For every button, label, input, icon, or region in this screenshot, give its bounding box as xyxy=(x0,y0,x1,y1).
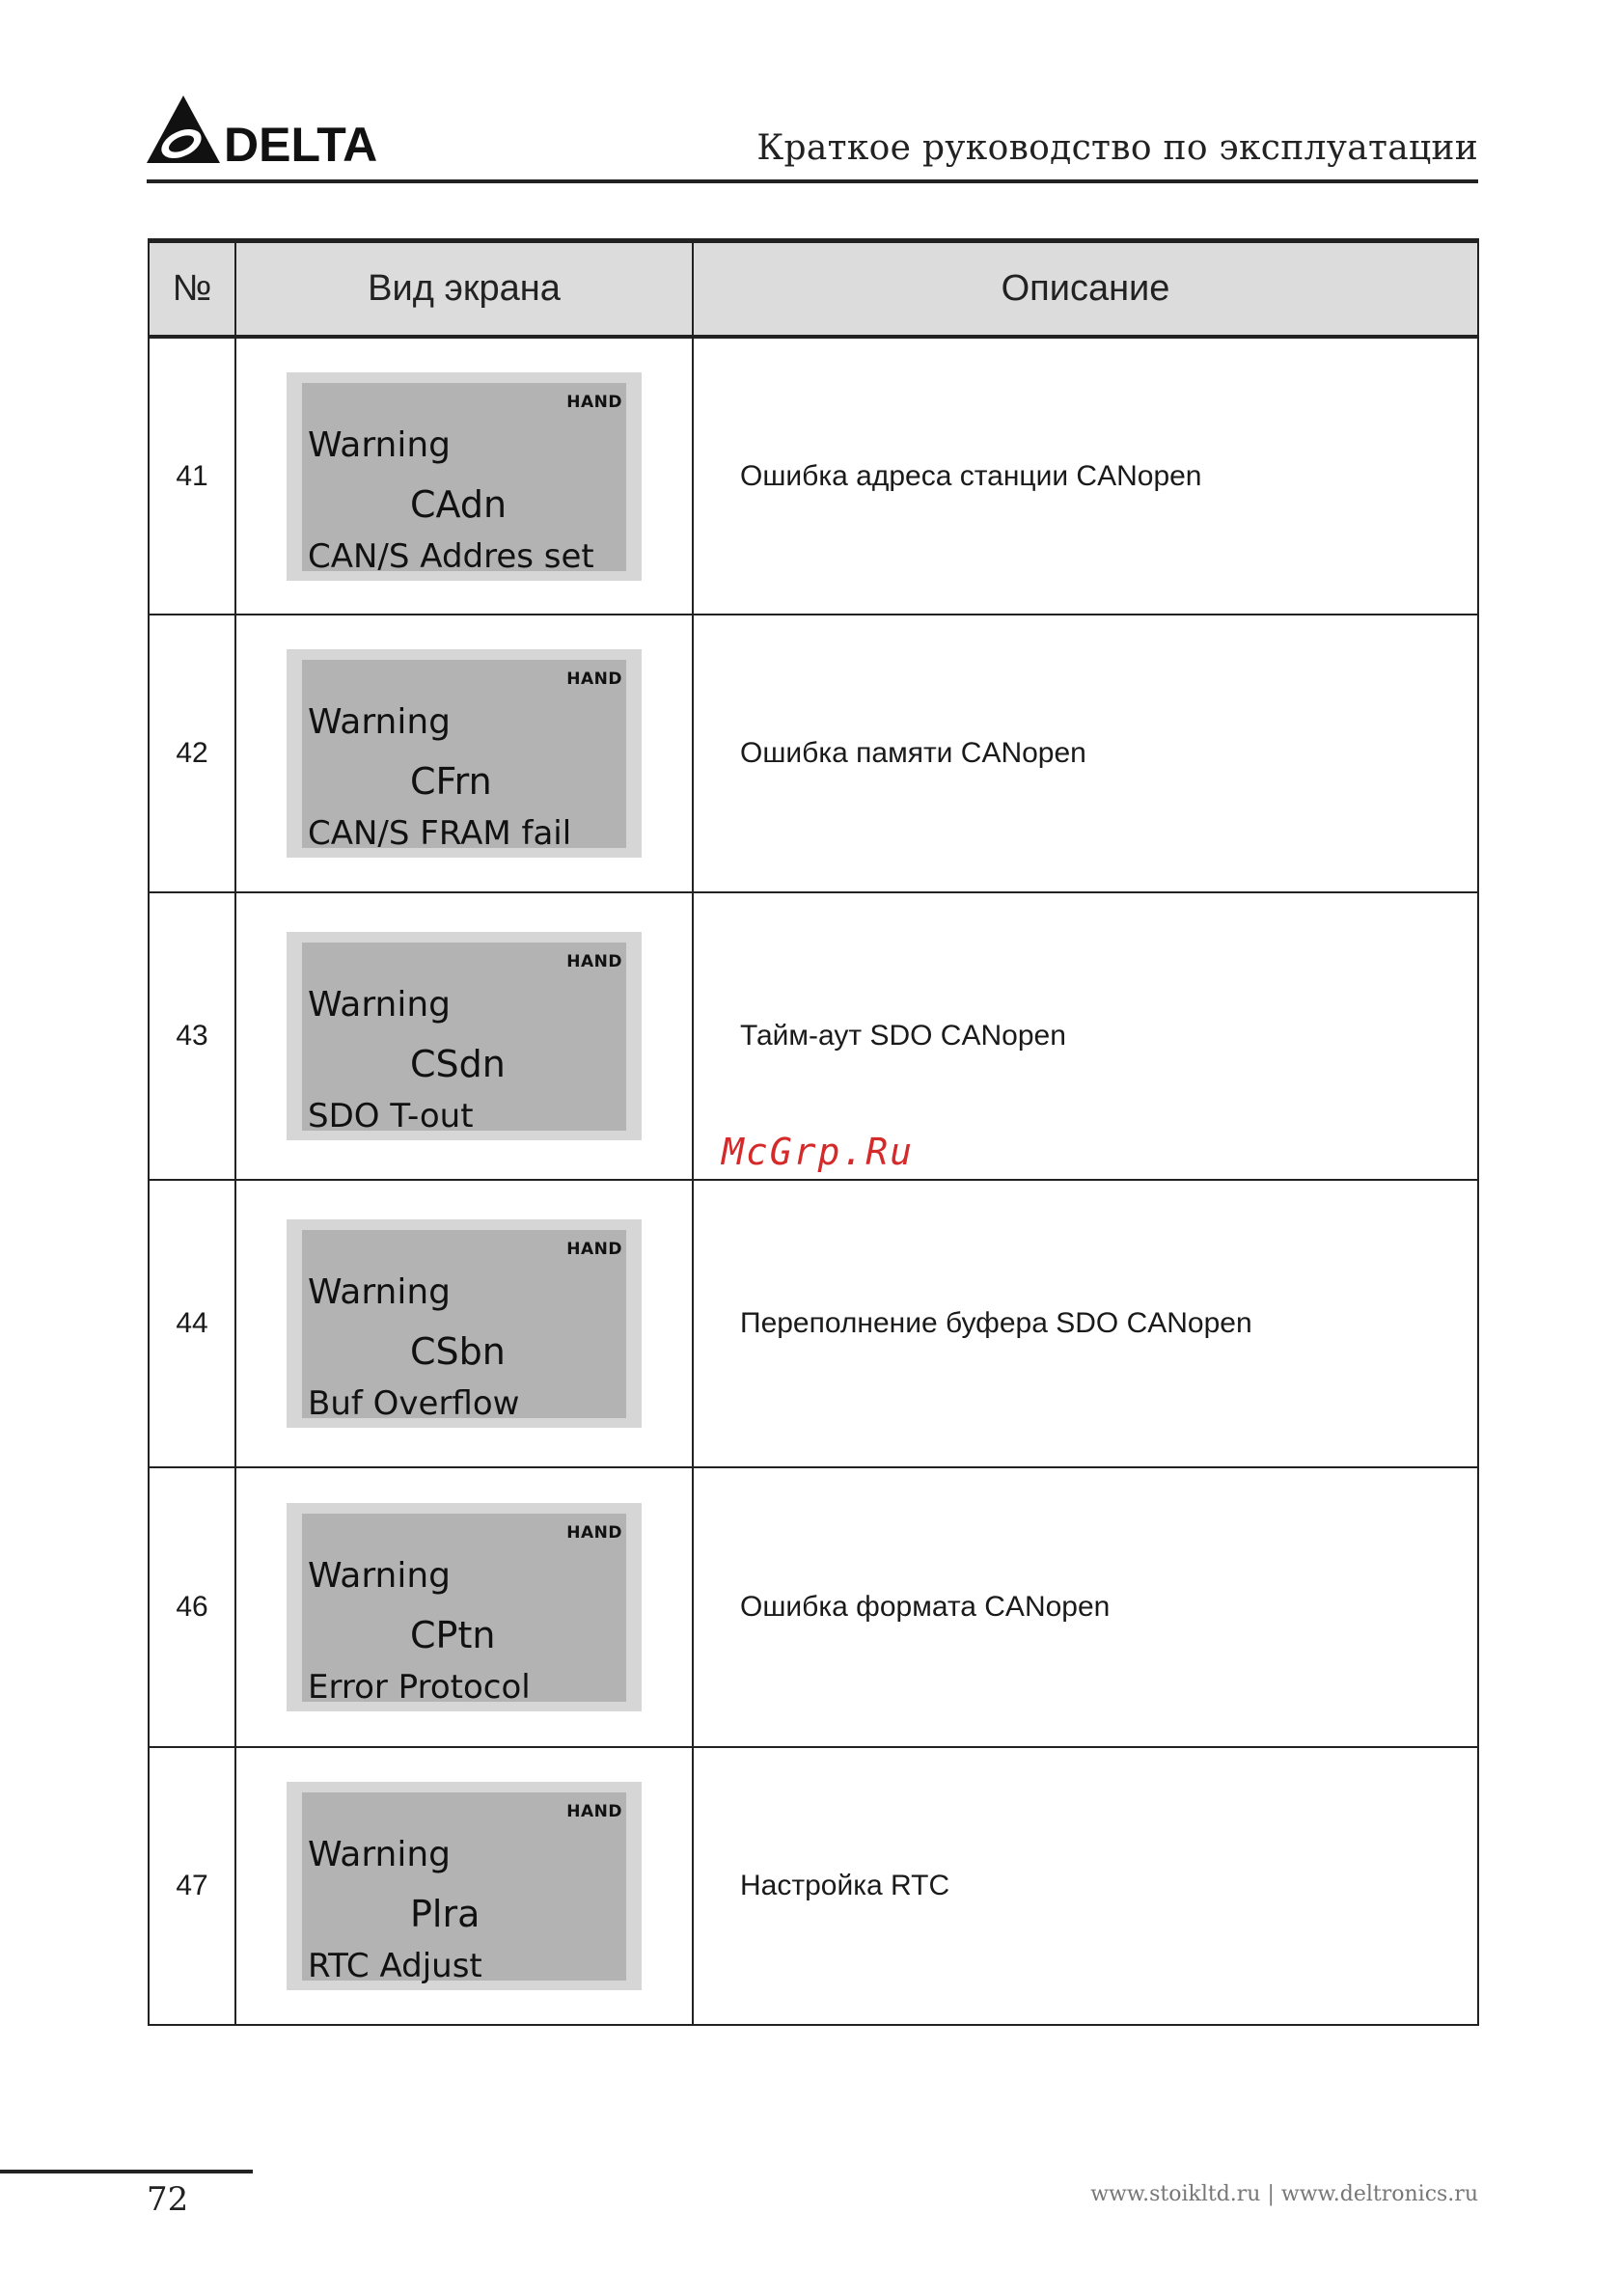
page-header xyxy=(147,92,1478,184)
screen-cell xyxy=(235,892,693,1180)
page-number: 72 xyxy=(147,2180,189,2219)
lcd-mode: HAND xyxy=(566,1240,622,1259)
lcd-code: CPtn xyxy=(410,1614,496,1656)
lcd-code: CFrn xyxy=(410,760,492,803)
row-description: Тайм-аут SDO CANopen xyxy=(693,892,1478,1180)
header-divider xyxy=(147,179,1478,183)
delta-logo xyxy=(147,92,378,169)
lcd-message: RTC Adjust xyxy=(308,1947,482,1985)
screen-cell xyxy=(235,337,693,615)
footer-divider xyxy=(0,2170,253,2173)
lcd-code: CSdn xyxy=(410,1043,506,1085)
lcd-message: CAN/S FRAM fail xyxy=(308,814,572,853)
lcd-message: Error Protocol xyxy=(308,1668,531,1707)
row-description: Переполнение буфера SDO CANopen xyxy=(693,1180,1478,1467)
row-number: 43 xyxy=(149,892,235,1180)
document-title: Краткое руководство по эксплуатации xyxy=(756,128,1478,168)
lcd-line-warning: Warning xyxy=(308,1835,452,1874)
screen-cell xyxy=(235,615,693,892)
lcd-display xyxy=(287,649,642,858)
lcd-display xyxy=(287,1782,642,1990)
column-header-description: Описание xyxy=(693,241,1478,338)
screen-cell xyxy=(235,1747,693,2025)
screen-cell xyxy=(235,1180,693,1467)
table-row xyxy=(149,1467,1478,1747)
column-header-number: № xyxy=(149,241,235,338)
lcd-message: SDO T-out xyxy=(308,1097,474,1135)
table-row xyxy=(149,1747,1478,2025)
table-row xyxy=(149,337,1478,615)
row-description: Ошибка адреса станции CANopen xyxy=(693,337,1478,615)
row-number: 46 xyxy=(149,1467,235,1747)
row-number: 41 xyxy=(149,337,235,615)
column-header-screen: Вид экрана xyxy=(235,241,693,338)
row-description: Ошибка памяти CANopen xyxy=(693,615,1478,892)
lcd-line-warning: Warning xyxy=(308,702,452,742)
lcd-line-warning: Warning xyxy=(308,985,452,1025)
lcd-display xyxy=(287,1503,642,1711)
lcd-message: Buf Overflow xyxy=(308,1384,520,1423)
lcd-mode: HAND xyxy=(566,1802,622,1821)
table-header-row xyxy=(149,241,1478,338)
lcd-message: CAN/S Addres set xyxy=(308,536,594,576)
lcd-mode: HAND xyxy=(566,952,622,971)
lcd-line-warning: Warning xyxy=(308,1272,452,1312)
lcd-display xyxy=(287,1219,642,1428)
footer-links[interactable]: www.stoikltd.ru | www.deltronics.ru xyxy=(1090,2182,1478,2206)
table-row xyxy=(149,1180,1478,1467)
lcd-mode: HAND xyxy=(566,1523,622,1543)
lcd-line-warning: Warning xyxy=(308,424,452,465)
brand-text: DELTA xyxy=(224,118,378,169)
row-description: Настройка RTC xyxy=(693,1747,1478,2025)
lcd-mode: HAND xyxy=(566,670,622,689)
lcd-code: Plra xyxy=(410,1893,481,1935)
lcd-mode: HAND xyxy=(566,392,622,412)
row-number: 42 xyxy=(149,615,235,892)
screen-cell xyxy=(235,1467,693,1747)
lcd-line-warning: Warning xyxy=(308,1556,452,1596)
watermark-text: McGrp.Ru xyxy=(722,1131,915,1173)
lcd-code: CAdn xyxy=(410,482,508,526)
lcd-code: CSbn xyxy=(410,1330,506,1373)
row-description: Ошибка формата CANopen xyxy=(693,1467,1478,1747)
table-row xyxy=(149,615,1478,892)
row-number: 44 xyxy=(149,1180,235,1467)
lcd-display xyxy=(287,372,642,581)
row-number: 47 xyxy=(149,1747,235,2025)
lcd-display xyxy=(287,932,642,1140)
